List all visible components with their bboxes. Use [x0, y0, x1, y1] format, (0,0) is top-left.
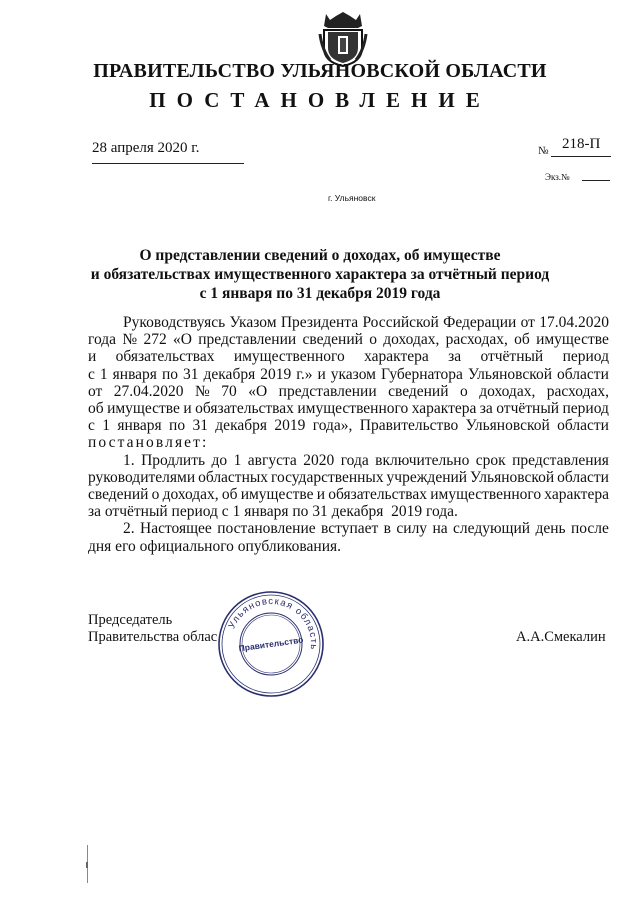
word: сведений	[388, 382, 449, 400]
word: срок	[475, 451, 506, 469]
word: имуществе	[240, 486, 314, 504]
text-line	[88, 383, 609, 400]
word: до	[211, 451, 228, 469]
paragraph-preamble	[88, 314, 609, 434]
word: сведений	[88, 486, 149, 504]
word: об	[88, 400, 104, 418]
word: за	[479, 400, 493, 418]
word: период	[562, 400, 609, 418]
signatory-title-line: Правительства облас	[88, 629, 218, 645]
word: года»,	[312, 417, 353, 435]
text-line	[88, 538, 609, 555]
word: «О	[248, 382, 268, 400]
word: отчётный	[496, 400, 560, 418]
word: обязательствах	[195, 400, 294, 418]
word: имуществе	[107, 400, 180, 418]
word: Президента	[280, 314, 359, 331]
word: государственных	[271, 468, 384, 486]
paragraph-item-2	[88, 520, 609, 554]
document-type: ПОСТАНОВЛЕНИЕ	[149, 88, 491, 112]
word: по	[161, 365, 178, 383]
word: доходах,	[383, 331, 440, 349]
word: Ульяновской	[465, 417, 550, 435]
word: «О	[172, 331, 192, 349]
word: и	[88, 348, 97, 366]
word: за	[448, 348, 462, 366]
word: области	[557, 468, 609, 486]
word: области	[557, 417, 609, 435]
word: 272	[143, 331, 167, 349]
word: период	[562, 348, 609, 366]
date-underline	[92, 163, 244, 164]
word: 31	[192, 417, 208, 435]
text-line	[88, 417, 609, 434]
seal-ring-text: Ульяновская область	[226, 595, 320, 651]
word: Российской	[362, 314, 439, 331]
word: доходах,	[479, 382, 536, 400]
text-line	[88, 469, 609, 486]
seal-center-text: Правительство	[238, 634, 304, 654]
resolves-line	[88, 434, 609, 451]
signatory-title	[88, 612, 217, 646]
heading-line: О представлении сведений о доходах, об имуществе	[139, 247, 501, 264]
word: расходах,	[445, 331, 508, 349]
word: 2.	[123, 520, 135, 538]
word: характера	[364, 348, 429, 366]
word: областных	[198, 468, 269, 486]
word: об	[221, 486, 238, 504]
text-line	[88, 366, 609, 383]
text-line	[88, 400, 609, 417]
signatory-name: А.А.Смекалин	[516, 629, 606, 645]
resolves-word: постановляет:	[88, 434, 209, 452]
official-seal	[215, 588, 327, 700]
word: и	[183, 400, 192, 418]
word: г.»	[296, 365, 313, 383]
word: отчётный	[480, 348, 544, 366]
word: характера	[544, 486, 609, 504]
text-line	[88, 314, 609, 331]
word: с	[88, 417, 95, 435]
text-line	[88, 452, 609, 469]
word: 31	[183, 365, 199, 383]
word: имущественного	[430, 486, 542, 504]
copy-number-label: Экз.№	[545, 172, 570, 182]
word: обязательствах	[115, 348, 215, 366]
text-line-content: за отчётный период с 1 января по 31 декабря 2019 года.	[88, 503, 458, 521]
word: день	[535, 520, 566, 538]
word: 1.	[123, 451, 135, 469]
word: Ульяновской	[467, 365, 553, 383]
word: 2019	[260, 365, 292, 383]
word: 1	[233, 451, 242, 469]
word: 1	[102, 417, 110, 435]
word: обязательствах	[328, 486, 428, 504]
word: 27.04.2020	[113, 382, 184, 400]
word: года	[88, 331, 117, 349]
word: учреждений	[386, 468, 468, 486]
word: вступает	[321, 520, 379, 538]
word: в	[383, 520, 391, 538]
heading-line: и обязательствах имущественного характера за отчётный период	[90, 266, 550, 283]
word: декабря	[215, 417, 268, 435]
word: Федерации	[443, 314, 517, 331]
government-name: ПРАВИТЕЛЬСТВО УЛЬЯНОВСКОЙ ОБЛАСТИ	[93, 60, 547, 82]
signatory-title-line: Председатель	[88, 612, 173, 628]
word: имущественного	[233, 348, 345, 366]
word: имуществе	[536, 331, 609, 349]
word: Ульяновской	[470, 468, 555, 486]
scan-edge-mark	[86, 862, 88, 868]
word: года	[340, 451, 369, 469]
word: характера	[411, 400, 477, 418]
word: имущественного	[297, 400, 409, 418]
text-line	[88, 348, 609, 365]
word: №	[195, 382, 210, 400]
text-line	[88, 503, 609, 520]
word: января	[112, 365, 157, 383]
word: с	[88, 365, 95, 383]
word: указом	[330, 365, 376, 383]
word: расходах,	[546, 382, 609, 400]
word: Губернатора	[380, 365, 463, 383]
word: руководителями	[88, 468, 196, 486]
word: 17.04.2020	[539, 314, 609, 331]
word: и	[316, 486, 325, 504]
word: представлении	[198, 331, 297, 349]
word: августа	[247, 451, 297, 469]
word: об	[514, 331, 530, 349]
text-line	[88, 331, 609, 348]
text-line	[88, 520, 609, 537]
word: 1	[99, 365, 108, 383]
word: от	[88, 382, 103, 400]
word: о	[151, 486, 160, 504]
word: включительно	[375, 451, 470, 469]
word: по	[169, 417, 186, 435]
word: постановление	[217, 520, 316, 538]
word: Настоящее	[140, 520, 212, 538]
word: и	[317, 365, 326, 383]
word: о	[369, 331, 377, 349]
word: представления	[512, 451, 609, 469]
number-underline	[551, 156, 611, 157]
word: декабря	[203, 365, 256, 383]
word: силу	[396, 520, 428, 538]
word: Правительство	[359, 417, 459, 435]
word: 2020	[303, 451, 335, 469]
word: 2019	[274, 417, 306, 435]
city: г. Ульяновск	[328, 193, 376, 203]
word: января	[117, 417, 162, 435]
decree-body	[88, 314, 609, 555]
text-line-content: дня его официального опубликования.	[88, 537, 342, 555]
word: Указом	[229, 314, 277, 331]
decree-date: 28 апреля 2020 г.	[92, 140, 200, 156]
word: Продлить	[141, 451, 206, 469]
word: от	[520, 314, 535, 331]
word: Руководствуясь	[123, 314, 226, 331]
decree-heading	[60, 246, 580, 303]
word: о	[460, 382, 468, 400]
word: сведений	[302, 331, 363, 349]
word: представлении	[278, 382, 377, 400]
word: 70	[221, 382, 237, 400]
word: области	[557, 365, 609, 383]
copy-number-underline	[582, 180, 610, 181]
word: на	[432, 520, 448, 538]
decree-number: 218-П	[562, 136, 601, 152]
word: доходах,	[162, 486, 219, 504]
word: следующий	[453, 520, 531, 538]
word: после	[570, 520, 609, 538]
heading-line: с 1 января по 31 декабря 2019 года	[199, 285, 441, 302]
word: №	[122, 331, 138, 349]
text-line	[88, 486, 609, 503]
number-sign: №	[538, 145, 549, 157]
paragraph-item-1	[88, 452, 609, 521]
